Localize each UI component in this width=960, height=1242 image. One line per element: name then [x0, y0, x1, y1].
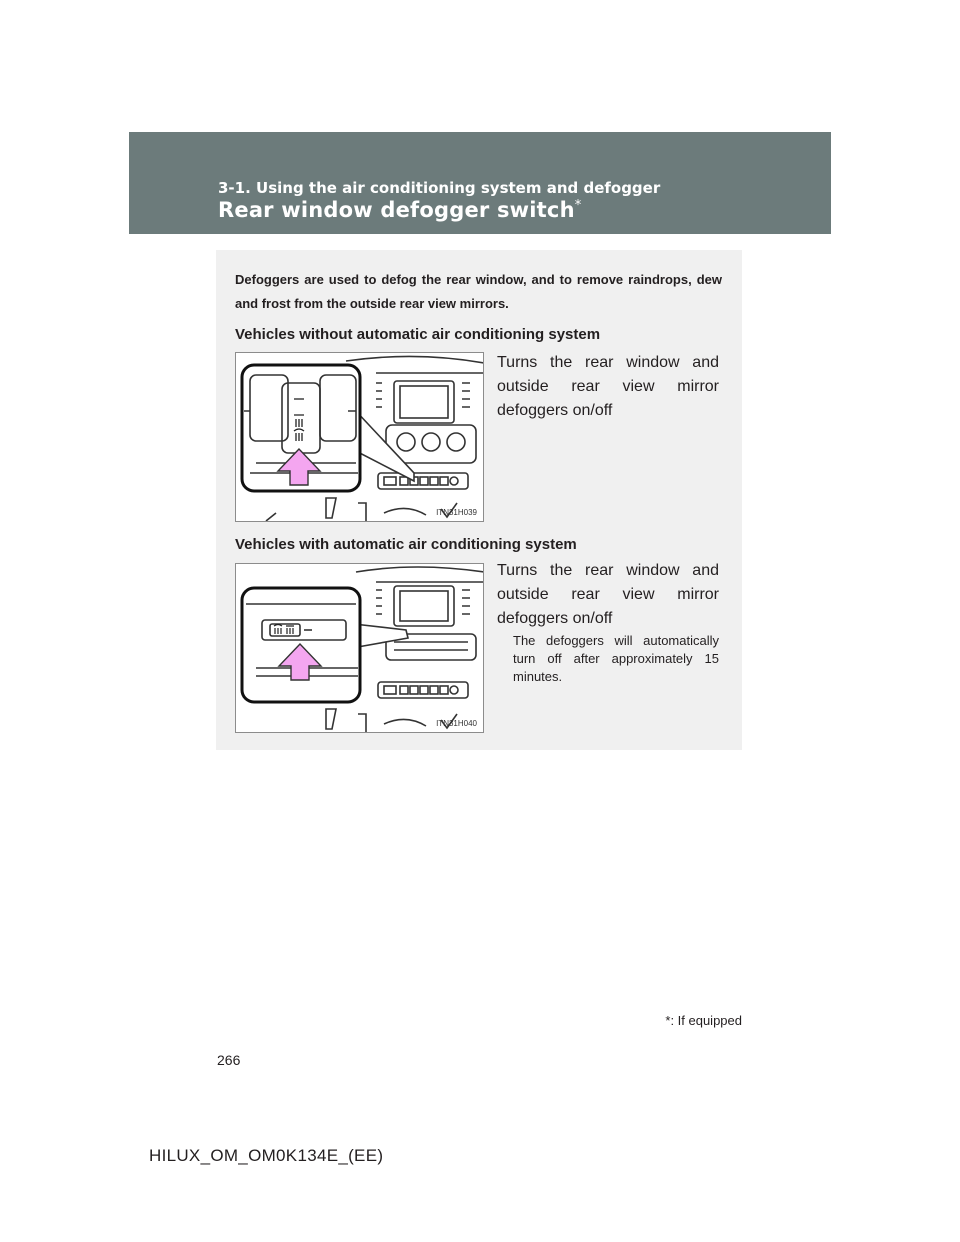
page-title	[218, 198, 581, 222]
document-id: HILUX_OM_OM0K134E_(EE)	[149, 1146, 384, 1165]
figure-code: ITN31H039	[436, 508, 477, 517]
page-title-text: Rear window defogger switch	[218, 198, 575, 222]
figure-automatic-ac	[235, 563, 484, 733]
dashboard-illustration-automatic	[236, 564, 484, 733]
section-note-automatic-ac: The defoggers will automatically turn off after approximately 15 minutes.	[513, 633, 719, 684]
if-equipped-mark: *	[574, 198, 582, 213]
section-heading-manual-ac: Vehicles without automatic air conditioning system	[235, 326, 601, 343]
footnote-mark: *	[665, 1013, 671, 1028]
dashboard-illustration-manual	[236, 353, 484, 522]
page-number: 266	[217, 1052, 241, 1068]
section-heading-automatic-ac: Vehicles with automatic air conditioning system	[235, 536, 577, 553]
footnote	[665, 1013, 742, 1028]
footnote-text: : If equipped	[670, 1013, 742, 1028]
section-label: 3-1. Using the air conditioning system and defogger	[218, 179, 661, 197]
section-description-manual-ac: Turns the rear window and outside rear view mirror defoggers on/off	[497, 354, 719, 419]
intro-text: Defoggers are used to defog the rear window, and to remove raindrops, dew and frost from the outside rear view mirrors.	[235, 272, 722, 311]
figure-code: ITN31H040	[436, 719, 477, 728]
figure-manual-ac	[235, 352, 484, 522]
section-description-automatic-ac: Turns the rear window and outside rear view mirror defoggers on/off	[497, 562, 719, 627]
